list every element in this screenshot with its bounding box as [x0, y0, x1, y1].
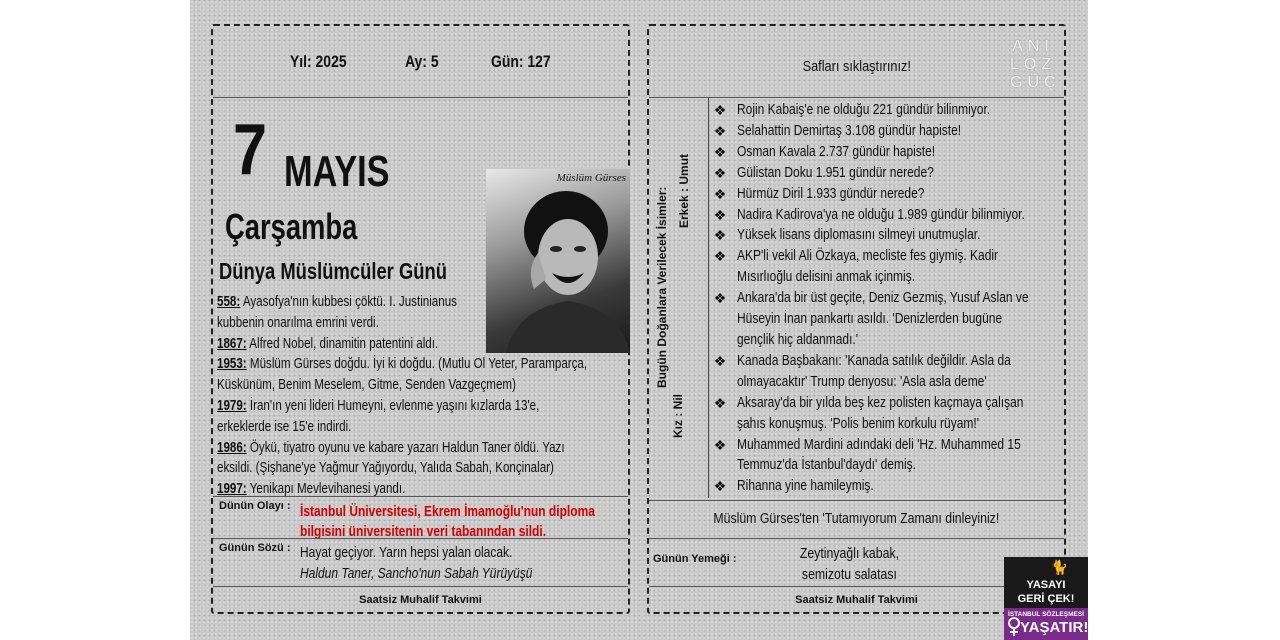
meal-label: Günün Yemeği : [653, 553, 737, 565]
divider [649, 500, 1064, 501]
baby-names-title: Bugün Doğanlara Verilecek İsimler: [655, 186, 669, 388]
news-line: Osman Kavala 2.737 gündür hapiste! [737, 142, 936, 160]
istanbul-convention-badge: 🐈 YASAYI GERİ ÇEK! İSTANBUL SÖZLEŞMESİ YAŞATIR! [1004, 557, 1088, 640]
diamond-bullet-icon: ❖ [713, 436, 727, 453]
diamond-bullet-icon: ❖ [713, 122, 727, 139]
news-item [709, 121, 1068, 142]
meal-text: Zeytinyağlı kabak, semizotu salatası [799, 545, 900, 583]
news-line: Yüksek lisans diplomasını silmeyi unutmuşlar. [737, 226, 981, 244]
month-label: Ay: 5 [405, 52, 439, 71]
news-line: Rihanna yine hamileymiş. [737, 477, 874, 495]
cat-icon: 🐈 [1050, 559, 1068, 575]
event-line: 558: Ayasofya'nın kubbesi çöktü. I. Justinianus [217, 294, 457, 310]
news-list [709, 100, 1068, 497]
date-header [213, 52, 628, 74]
news-item [709, 142, 1068, 163]
photo-caption: Müslüm Gürses [556, 172, 626, 184]
diamond-bullet-icon: ❖ [713, 206, 727, 223]
event-line: 1953: Müslüm Gürses doğdu. İyi ki doğdu. (Mutlu Ol Yeter, Paramparça, [217, 356, 588, 373]
diamond-bullet-icon: ❖ [713, 164, 727, 181]
female-name: Kız : Nil [671, 394, 685, 438]
news-line: Muhammed Mardini adındaki deli 'Hz. Muhammed 15 [737, 435, 1021, 453]
footer-brand: Saatsiz Muhalif Takvimi [359, 594, 482, 606]
event-of-day-label: Dünün Olayı : [219, 500, 291, 512]
diamond-bullet-icon: ❖ [713, 102, 727, 118]
event-year: 558: [217, 294, 241, 310]
historical-events [217, 292, 637, 500]
news-item [709, 225, 1068, 246]
news-line: Gülistan Doku 1.951 gündür nerede? [737, 163, 934, 181]
divider [649, 538, 1064, 539]
right-calendar-page [647, 24, 1066, 614]
day-number: 7 [233, 110, 268, 190]
quote-source: Haldun Taner, Sancho'nun Sabah Yürüyüşü [300, 565, 533, 582]
event-line: 1867: Alfred Nobel, dinamitin patentini aldı. [217, 335, 439, 352]
quote-text: Hayat geçiyor. Yarın hepsi yalan olacak. Haldun Taner, Sancho'nun Sabah Yürüyüşü [300, 544, 533, 582]
diamond-bullet-icon: ❖ [713, 394, 727, 411]
divider [213, 97, 628, 98]
event-line: 1979: İran'ın yeni lideri Humeyni, evlenme yaşını kızlarda 13'e, [217, 397, 540, 414]
diamond-bullet-icon: ❖ [713, 290, 727, 307]
event-year: 1867: [217, 335, 247, 352]
month-name: MAYIS [284, 147, 390, 196]
male-name: Erkek : Umut [677, 153, 691, 228]
divider [213, 538, 628, 539]
news-line: gençlik hiç aldanmadı.' [737, 330, 859, 348]
news-line: Aksaray'da bir yılda beş kez polisten kaçmaya çalışan [737, 393, 1024, 411]
event-year: 1986: [217, 439, 247, 456]
diamond-bullet-icon: ❖ [713, 248, 727, 265]
news-line: Rojin Kabaiş'e ne olduğu 221 gündür bilinmiyor. [737, 101, 991, 118]
diamond-bullet-icon: ❖ [713, 143, 727, 160]
footer-brand: Saatsiz Muhalif Takvimi [795, 594, 918, 606]
news-item [709, 476, 1068, 497]
event-line: eksildi. (Şişhane'ye Yağmur Yağıyordu, Yalıda Sabah, Konçinalar) [217, 460, 554, 477]
news-item [709, 205, 1068, 226]
news-line: AKP'li vekil Ali Özkaya, mecliste fes giymiş. Kadir [737, 247, 999, 265]
event-line: Küskünüm, Benim Meselem, Gitme, Senden Vazgeçmem) [217, 377, 516, 394]
news-line: Nadira Kadirova'ya ne olduğu 1.989 gündür bilinmiyor. [737, 205, 1025, 223]
news-line: Hürmüz Diril 1.933 gündür nerede? [737, 184, 925, 202]
motto: Safları sıklaştırınız! [802, 58, 911, 75]
event-line: erkeklerde ise 15'e indirdi. [217, 418, 352, 435]
left-calendar-page [211, 24, 630, 614]
event-line: 1997: Yenikapı Mevlevihanesi yandı. [217, 481, 406, 498]
quote-label: Günün Sözü : [219, 542, 291, 554]
news-line: Temmuz'da İstanbul'daydı' demiş. [737, 456, 916, 474]
special-day-title: Dünya Müslümcüler Günü [219, 258, 447, 284]
news-item [709, 435, 1068, 477]
divider [649, 97, 1064, 98]
news-item [709, 184, 1068, 205]
event-year: 1997: [217, 481, 247, 498]
divider [213, 586, 628, 587]
news-item [709, 246, 1068, 288]
event-line: 1986: Öykü, tiyatro oyunu ve kabare yazarı Haldun Taner öldü. Yazı [217, 439, 565, 456]
diamond-bullet-icon: ❖ [713, 352, 727, 369]
news-line: Kanada Başbakanı: 'Kanada satılık değildir. Asla da [737, 351, 1011, 369]
baby-names-column [649, 98, 709, 498]
day-label: Gün: 127 [491, 52, 551, 71]
diamond-bullet-icon: ❖ [713, 478, 727, 495]
news-line: olmayacaktır' Trump denyosu: 'Asla asla deme' [737, 372, 987, 390]
event-year: 1953: [217, 356, 247, 373]
news-line: Ankara'da bir üst geçite, Deniz Gezmiş, Yusuf Aslan ve [737, 289, 1029, 307]
news-line: Mısırlıoğlu delisini anmak içinmiş. [737, 268, 916, 286]
news-line: şahıs konuşmuş. 'Polis benim korkulu rüyam!' [737, 414, 980, 432]
divider [649, 586, 1064, 587]
news-item [709, 163, 1068, 184]
anilozguc-logo: ANI LOZ GÜÇ [1010, 38, 1061, 91]
news-item [709, 288, 1068, 351]
news-item [709, 351, 1068, 393]
weekday: Çarşamba [225, 206, 358, 247]
news-line: Hüseyin İnan pankartı asıldı. 'Denizlerden bugüne [737, 310, 1003, 328]
diamond-bullet-icon: ❖ [713, 227, 727, 244]
news-item [709, 393, 1068, 435]
news-line: Selahattin Demirtaş 3.108 gündür hapiste! [737, 121, 962, 139]
music-recommendation: Müslüm Gürses'ten 'Tutamıyorum Zamanı dinleyiniz! [713, 510, 1000, 527]
year-label: Yıl: 2025 [290, 52, 347, 71]
news-item [709, 100, 1068, 121]
diamond-bullet-icon: ❖ [713, 185, 727, 202]
event-line: kubbenin onarılma emrini verdi. [217, 314, 379, 331]
divider [213, 496, 628, 497]
calendar-sheet [190, 0, 1088, 640]
event-year: 1979: [217, 397, 247, 414]
event-of-day-text: İstanbul Üniversitesi, Ekrem İmamoğlu'nun diploma bilgisini üniversitenin veri tabanından sildi. [300, 503, 595, 540]
